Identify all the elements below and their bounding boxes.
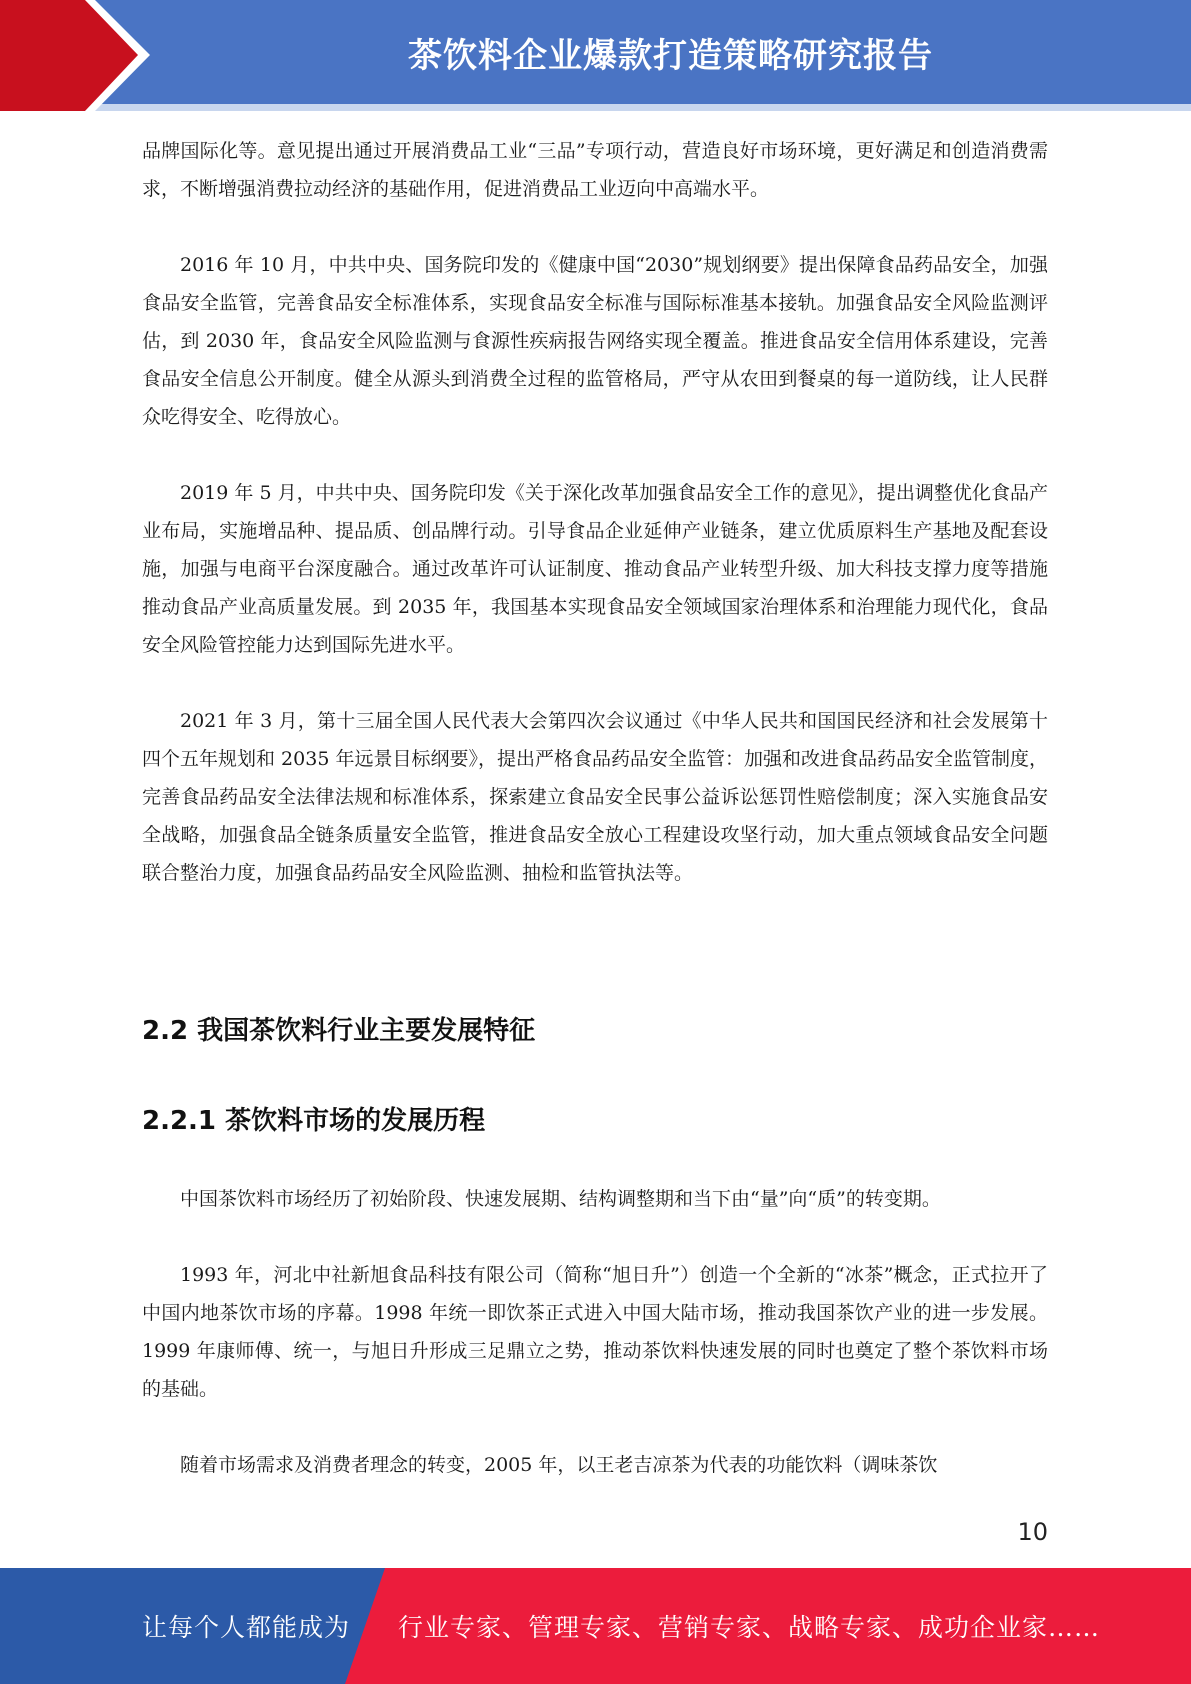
page-footer — [0, 1568, 1191, 1684]
report-title: 茶饮料企业爆款打造策略研究报告 — [408, 35, 933, 76]
page-header — [0, 0, 1191, 111]
paragraph-2021: 2021 年 3 月，第十三届全国人民代表大会第四次会议通过《中华人民共和国国民经济和社会发展第十四个五年规划和 2035 年远景目标纲要》，提出严格食品药品安全监管：加强和改进食品药品安全监管制度，完善食品药品安全法律法规和标准体系，探索建立食品安全民事公益诉讼惩罚性赔偿制度；深入实施食品安全战略，加强食品全链条质量安全监管，推进食品安全放心工程建设攻坚行动，加大重点领域食品安全问题联合整治力度，加强食品药品安全风险监测、抽检和监管执法等。 — [142, 710, 1048, 884]
paragraph-market-stages: 中国茶饮料市场经历了初始阶段、快速发展期、结构调整期和当下由“量”向“质”的转变期。 — [180, 1188, 941, 1210]
paragraph-2016: 2016 年 10 月，中共中央、国务院印发的《健康中国“2030”规划纲要》提出保障食品药品安全，加强食品安全监管，完善食品安全标准体系，实现食品安全标准与国际标准基本接轨。加强食品安全风险监测评估，到 2030 年，食品安全风险监测与食源性疾病报告网络实现全覆盖。推进食品安全信用体系建设，完善食品安全信息公开制度。健全从源头到消费全过程的监管格局，严守从农田到餐桌的每一道防线，让人民群众吃得安全、吃得放心。 — [142, 254, 1048, 428]
section-heading: 2.2 我国茶饮料行业主要发展特征 — [142, 1016, 536, 1046]
subsection-heading: 2.2.1 茶饮料市场的发展历程 — [142, 1106, 486, 1136]
paragraph-continuation: 品牌国际化等。意见提出通过开展消费品工业“三品”专项行动，营造良好市场环境，更好满足和创造消费需求，不断增强消费拉动经济的基础作用，促进消费品工业迈向中高端水平。 — [142, 140, 1048, 200]
footer-slogan-right: 行业专家、管理专家、营销专家、战略专家、成功企业家…… — [398, 1613, 1101, 1642]
page-number: 10 — [1017, 1518, 1048, 1546]
paragraph-2019: 2019 年 5 月，中共中央、国务院印发《关于深化改革加强食品安全工作的意见》，提出调整优化食品产业布局，实施增品种、提品质、创品牌行动。引导食品企业延伸产业链条，建立优质原料生产基地及配套设施，加强与电商平台深度融合。通过改革许可认证制度、推动食品产业转型升级、加大科技支撑力度等措施推动食品产业高质量发展。到 2035 年，我国基本实现食品安全领域国家治理体系和治理能力现代化，食品安全风险管控能力达到国际先进水平。 — [142, 482, 1048, 656]
body-text-bottom — [142, 1180, 1048, 1484]
footer-slogan-left: 让每个人都能成为 — [142, 1613, 351, 1642]
paragraph-1993: 1993 年，河北中社新旭食品科技有限公司（简称“旭日升”）创造一个全新的“冰茶”概念，正式拉开了中国内地茶饮市场的序幕。1998 年统一即饮茶正式进入中国大陆市场，推动我国茶饮产业的进一步发展。1999 年康师傅、统一，与旭日升形成三足鼎立之势，推动茶饮料快速发展的同时也奠定了整个茶饮料市场的基础。 — [142, 1264, 1048, 1400]
body-text-top — [142, 132, 1048, 892]
paragraph-2005: 随着市场需求及消费者理念的转变，2005 年，以王老吉凉茶为代表的功能饮料（调味茶饮 — [180, 1454, 938, 1476]
